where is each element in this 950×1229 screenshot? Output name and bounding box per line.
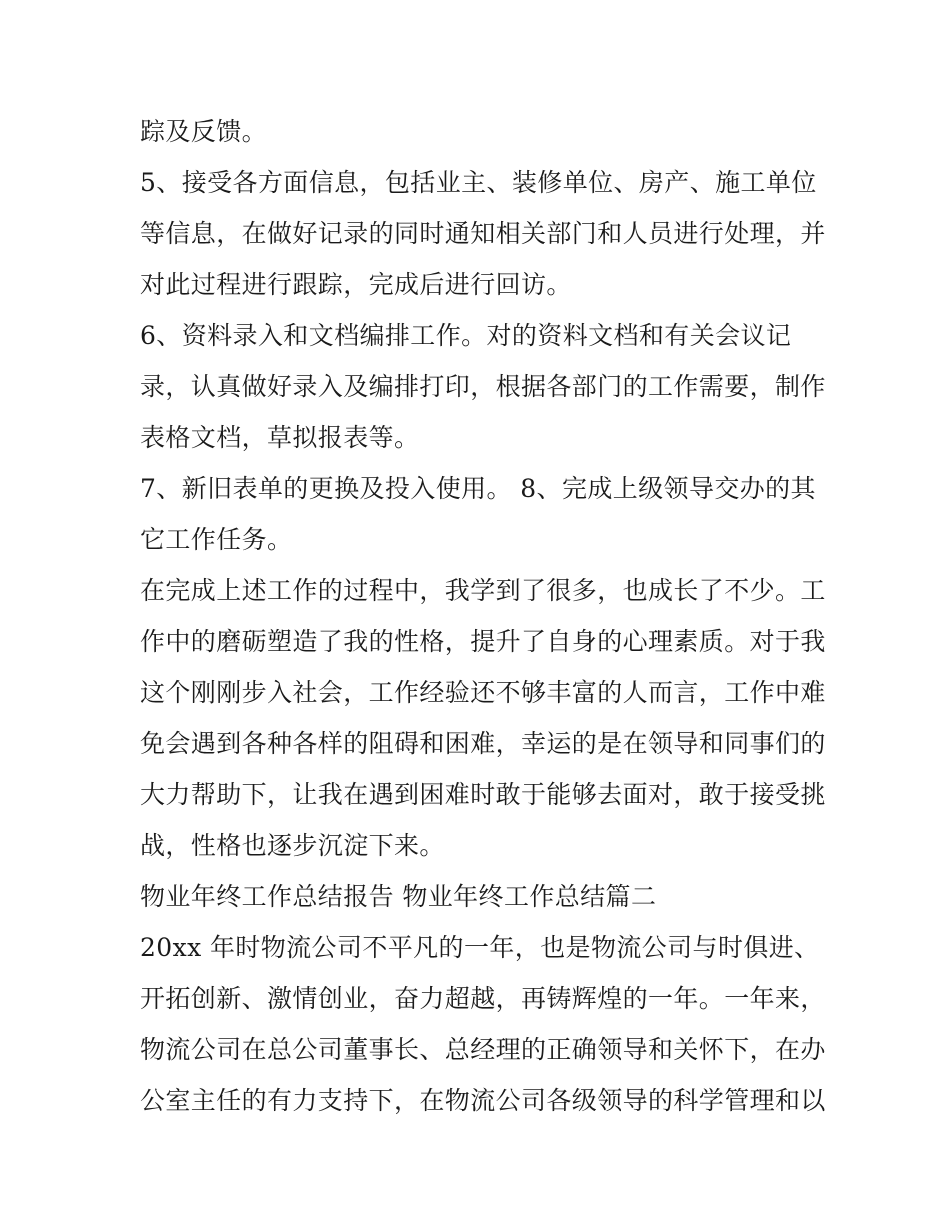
text-line: 公室主任的有力支持下，在物流公司各级领导的科学管理和以 [140, 1086, 826, 1115]
section-heading: 物业年终工作总结报告 物业年终工作总结篇二 [140, 882, 657, 911]
text-line: 对此过程进行跟踪，完成后进行回访。 [140, 270, 572, 299]
text-line: 踪及反馈。 [140, 117, 268, 146]
text-line: 表格文档，草拟报表等。 [140, 423, 420, 452]
text-line: 物流公司在总公司董事长、总经理的正确领导和关怀下，在办 [140, 1035, 826, 1064]
text-line: 作中的磨砺塑造了我的性格，提升了自身的心理素质。对于我 [140, 627, 826, 656]
text-line: 5、接受各方面信息，包括业主、装修单位、房产、施工单位 [140, 168, 817, 197]
document-body [140, 106, 826, 1126]
text-line: 大力帮助下，让我在遇到困难时敢于能够去面对，敢于接受挑 [140, 780, 826, 809]
text-line: 开拓创新、激情创业，奋力超越，再铸辉煌的一年。一年来， [140, 984, 826, 1013]
text-line: 在完成上述工作的过程中，我学到了很多，也成长了不少。工 [140, 576, 826, 605]
text-line: 等信息，在做好记录的同时通知相关部门和人员进行处理，并 [140, 219, 826, 248]
text-line: 7、新旧表单的更换及投入使用。 8、完成上级领导交办的其 [140, 474, 816, 503]
text-line: 这个刚刚步入社会，工作经验还不够丰富的人而言，工作中难 [140, 678, 826, 707]
text-line: 20xx 年时物流公司不平凡的一年，也是物流公司与时俱进、 [140, 933, 820, 962]
text-line: 录，认真做好录入及编排打印，根据各部门的工作需要，制作 [140, 372, 826, 401]
text-line: 它工作任务。 [140, 525, 293, 554]
text-line: 6、资料录入和文档编排工作。对的资料文档和有关会议记 [140, 321, 792, 350]
text-line: 战，性格也逐步沉淀下来。 [140, 831, 445, 860]
text-line: 免会遇到各种各样的阻碍和困难，幸运的是在领导和同事们的 [140, 729, 826, 758]
